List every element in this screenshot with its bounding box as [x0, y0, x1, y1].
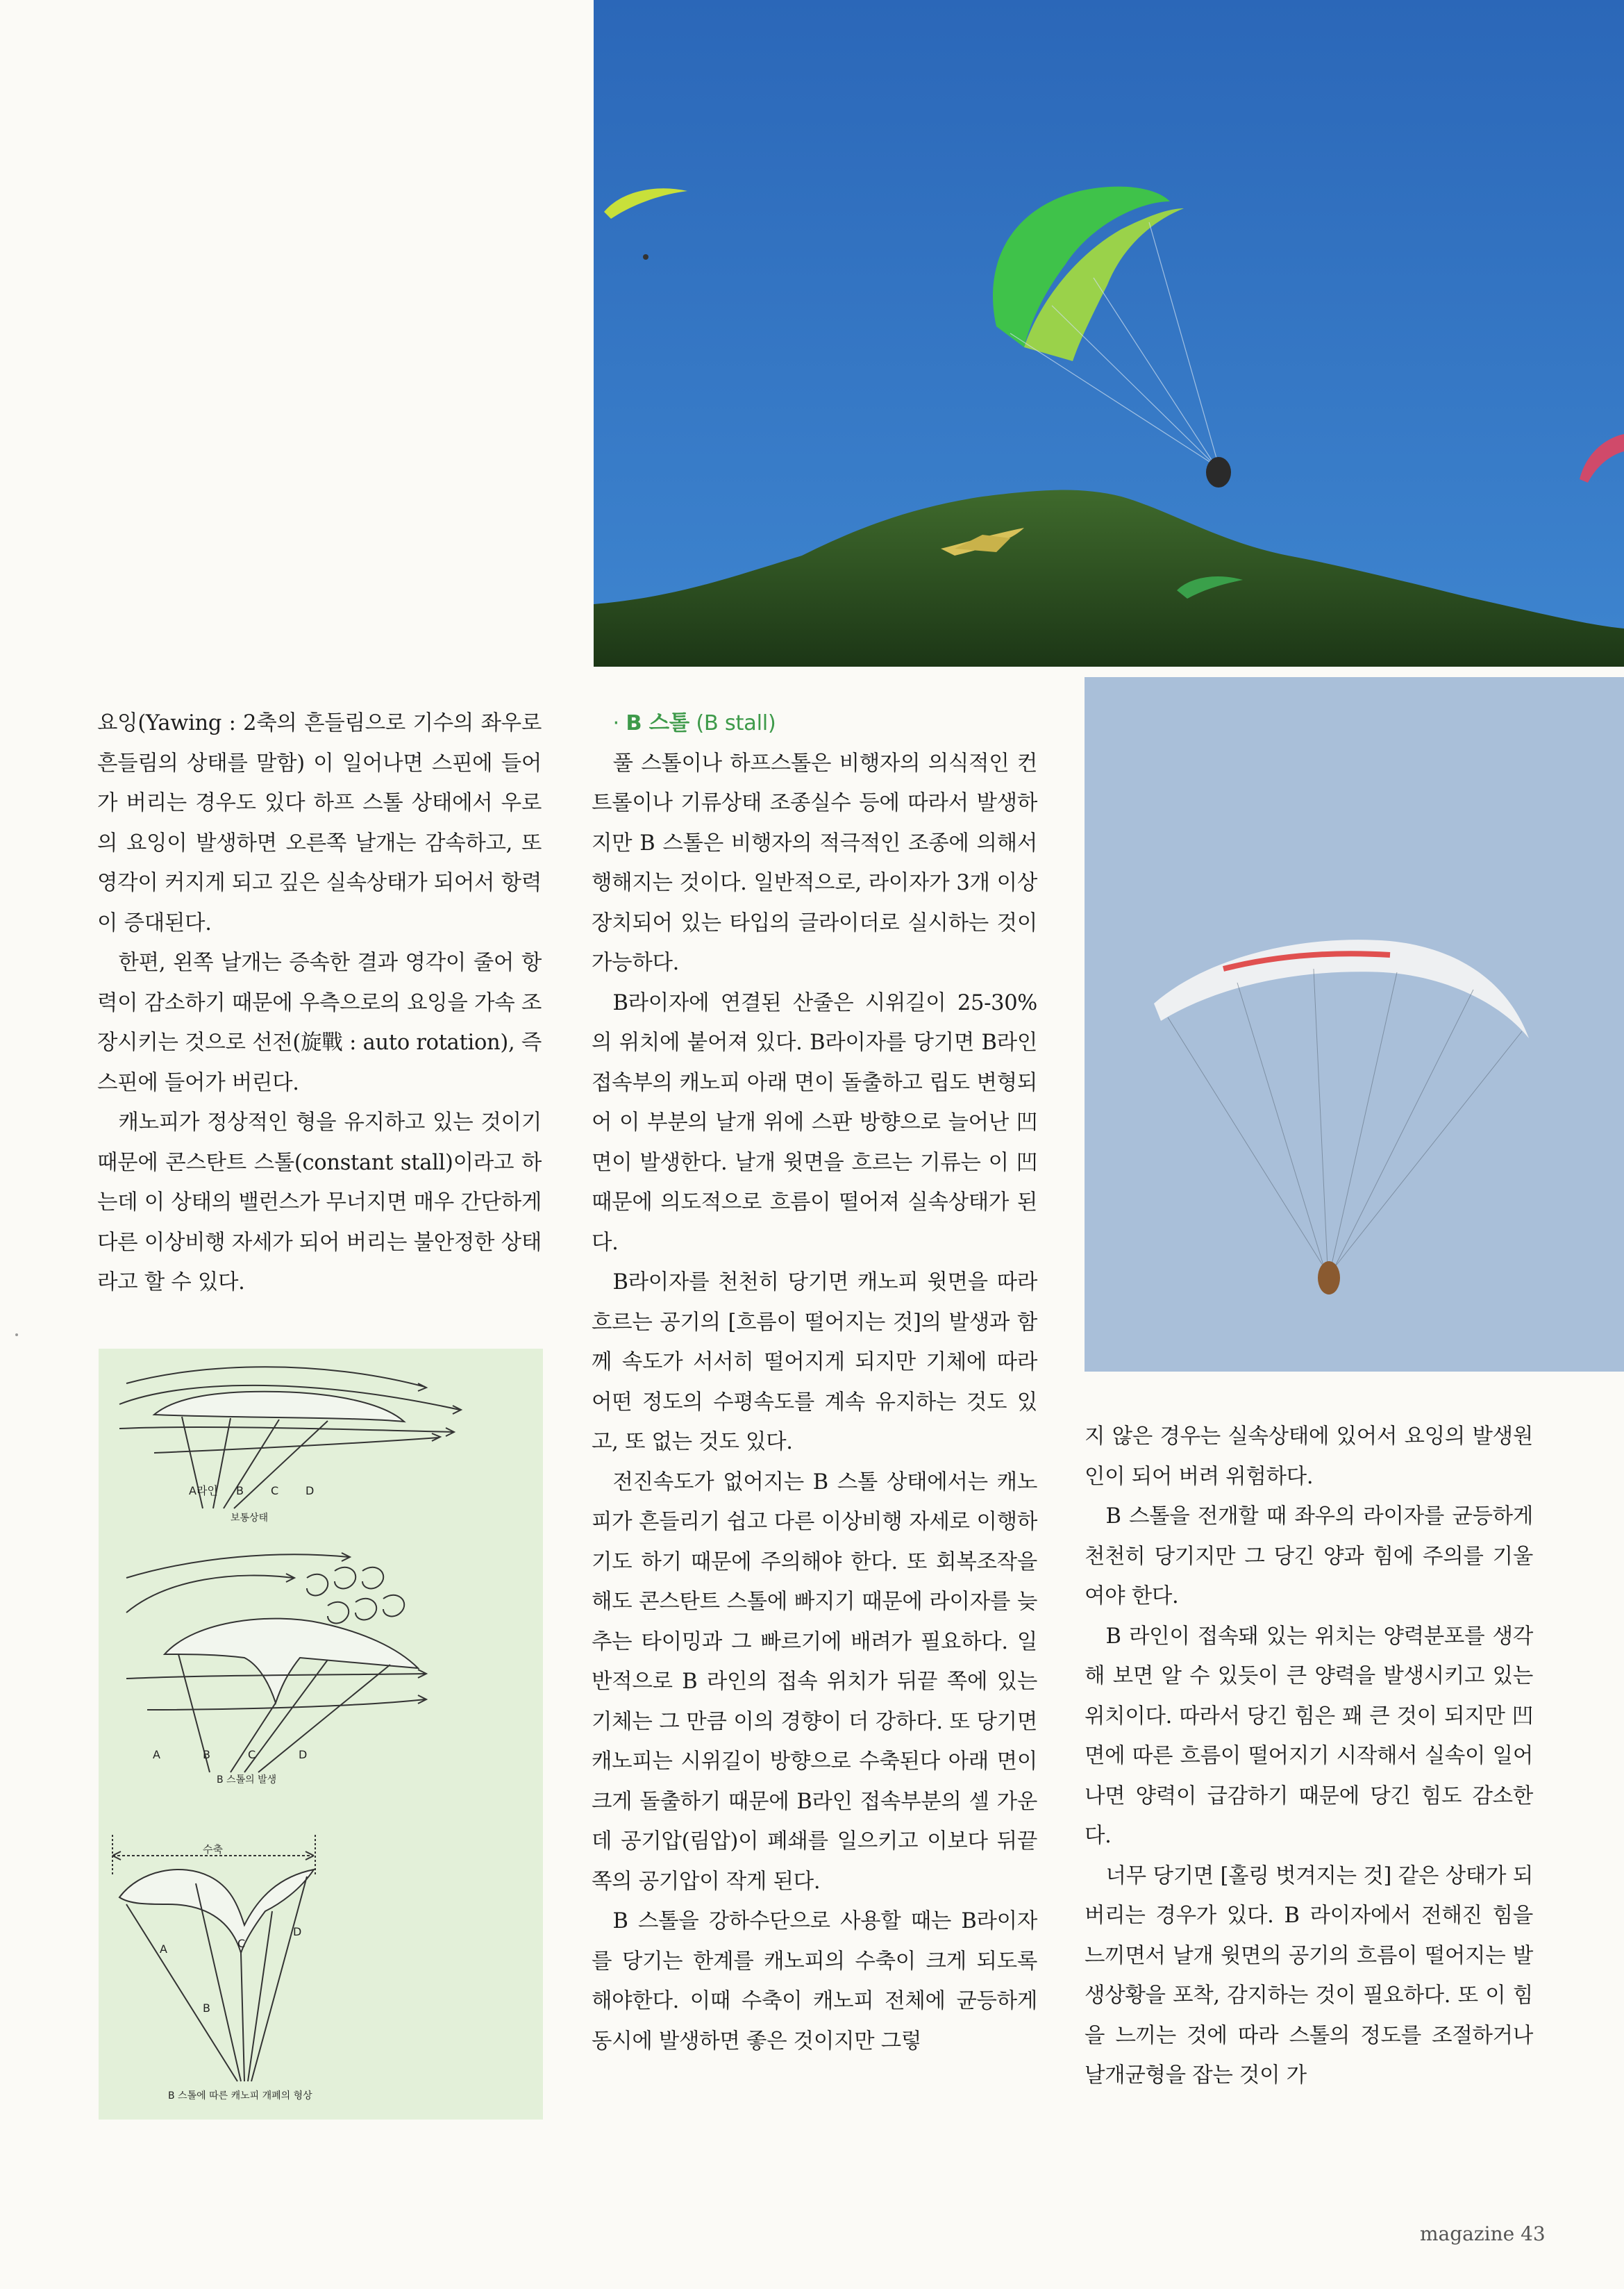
paragraph: 한편, 왼쪽 날개는 증속한 결과 영각이 줄어 항력이 감소하기 때문에 우측으로의 요잉을 가속 조장시키는 것으로 선전(旋戰 : auto rotation), 즉 스핀에 들어가 버린다.: [97, 951, 542, 1095]
paragraph: B 스톨을 전개할 때 좌우의 라이자를 균등하게 천천히 당기지만 그 당긴 양과 힘에 주의를 기울여야 한다.: [1085, 1504, 1533, 1608]
b-stall-diagram: [99, 1349, 543, 2120]
paragraph: 지 않은 경우는 실속상태에 있어서 요잉의 발생원인이 되어 버려 위험하다.: [1085, 1424, 1533, 1489]
b-stall-occurrence-figure: [126, 1553, 426, 1786]
left-text-column: [97, 704, 542, 1303]
page-number: 43: [1521, 2222, 1546, 2245]
fig2-caption: B 스톨의 발생: [217, 1774, 277, 1786]
paragliders-mountain-photo: [594, 0, 1624, 667]
normal-state-figure: [119, 1367, 461, 1524]
heading-bullet: ·: [612, 711, 619, 735]
fig2-label-b: B: [203, 1748, 210, 1761]
paragraph: B 라인이 접속돼 있는 위치는 양력분포를 생각해 보면 알 수 있듯이 큰 양력을 발생시키고 있는 위치이다. 따라서 당긴 힘은 꽤 큰 것이 되지만 凹면에 따른 흐름이 떨어지기 시작해서 실속이 일어나면 양력이 급감하기 때문에 당긴 힘도 감소한다.: [1085, 1624, 1533, 1848]
fig3-span-label: 수축: [203, 1843, 223, 1856]
fig3-label-c: C: [237, 1937, 246, 1950]
paragraph: 요잉(Yawing : 2축의 흔들림으로 기수의 좌우로 흔들림의 상태를 말함) 이 일어나면 스핀에 들어가 버리는 경우도 있다 하프 스톨 상태에서 우로의 요잉이 발생하면 오른쪽 날개는 감속하고, 또 영각이 커지게 되고 깊은 실속상태가 되어서 항력이 증대된다.: [97, 711, 542, 935]
page-footer: [1420, 2222, 1546, 2245]
white-paraglider-photo: [1085, 677, 1624, 1372]
fig3-caption: B 스톨에 따른 캐노피 개폐의 형상: [168, 2090, 312, 2101]
paragraph: 캐노피가 정상적인 형을 유지하고 있는 것이기 때문에 콘스탄트 스톨(constant stall)이라고 하는데 이 상태의 밸런스가 무너지면 매우 간단하게 다른 이상비행 자세가 되어 버리는 불안정한 상태라고 할 수 있다.: [97, 1110, 542, 1295]
paragraph: 풀 스톨이나 하프스톨은 비행자의 의식적인 컨트롤이나 기류상태 조종실수 등에 따라서 발생하지만 B 스톨은 비행자의 적극적인 조종에 의해서 행해지는 것이다. 일반적으로, 라이자가 3개 이상 장치되어 있는 타입의 글라이더로 실시하는 것이 가능하다.: [592, 751, 1037, 975]
fig1-caption: 보통상태: [231, 1513, 269, 1524]
fig1-label-b: B: [236, 1484, 244, 1497]
magazine-name: magazine: [1420, 2222, 1515, 2245]
paragraph: 전진속도가 없어지는 B 스톨 상태에서는 캐노피가 흔들리기 쉽고 다른 이상비행 자세로 이행하기도 하기 때문에 주의해야 한다. 또 회복조작을 해도 콘스탄트 스톨에 빠지기 때문에 라이자를 늦추는 타이밍과 그 빠르기에 배려가 필요하다. 일반적으로 B 라인의 접속 위치가 뒤끝 쪽에 있는 기체는 그 만큼 이의 경향이 더 강하다. 또 당기면 캐노피는 시위길이 방향으로 수축된다 아래 면이 크게 돌출하기 때문에 B라인 접속부분의 셀 가운데 공기압(림압)이 폐쇄를 일으키고 이보다 뒤끝 쪽의 공기압이 작게 된다.: [592, 1470, 1037, 1894]
section-heading: [592, 704, 1037, 744]
fig3-label-a: A: [160, 1942, 167, 1956]
canopy-shape-figure: [112, 1835, 315, 2101]
fig1-label-c: C: [271, 1484, 279, 1497]
fig1-label-d: D: [305, 1484, 315, 1497]
heading-title: B 스톨: [626, 711, 689, 735]
fig2-label-d: D: [299, 1748, 308, 1761]
fig1-label-a: A라인: [189, 1484, 218, 1497]
right-text-column: [1085, 1417, 1533, 2096]
fig2-label-a: A: [153, 1748, 160, 1761]
heading-subtitle: (B stall): [696, 711, 776, 735]
paragraph: B라이자에 연결된 산줄은 시위길이 25-30%의 위치에 붙어져 있다. B라이자를 당기면 B라인 접속부의 캐노피 아래 면이 돌출하고 립도 변형되어 이 부분의 날개 위에 스판 방향으로 늘어난 凹면이 발생한다. 날개 윗면을 흐르는 기류는 이 凹 때문에 의도적으로 흐름이 떨어져 실속상태가 된다.: [592, 990, 1037, 1255]
paragraph: B 스톨을 강하수단으로 사용할 때는 B라이자를 당기는 한계를 캐노피의 수축이 크게 되도록 해야한다. 이때 수축이 캐노피 전체에 균등하게 동시에 발생하면 좋은 것이지만 그렇: [592, 1909, 1037, 2054]
paragraph: B라이자를 천천히 당기면 캐노피 윗면을 따라 흐르는 공기의 [흐름이 떨어지는 것]의 발생과 함께 속도가 서서히 떨어지게 되지만 기체에 따라 어떤 정도의 수평속도를 계속 유지하는 것도 있고, 또 없는 것도 있다.: [592, 1270, 1037, 1454]
fig3-label-b: B: [203, 2001, 210, 2015]
paragraph: 너무 당기면 [홀링 벗겨지는 것] 같은 상태가 되버리는 경우가 있다. B 라이자에서 전해진 힘을 느끼면서 날개 윗면의 공기의 흐름이 떨어지는 발생상황을 포착, 감지하는 것이 필요하다. 또 이 힘을 느끼는 것에 따라 스톨의 정도를 조절하거나 날개균형을 잡는 것이 가: [1085, 1863, 1533, 2088]
fig2-label-c: C: [248, 1748, 256, 1761]
fig3-label-d: D: [293, 1925, 302, 1938]
middle-text-column: [592, 704, 1037, 2061]
margin-dot: [15, 1333, 18, 1336]
